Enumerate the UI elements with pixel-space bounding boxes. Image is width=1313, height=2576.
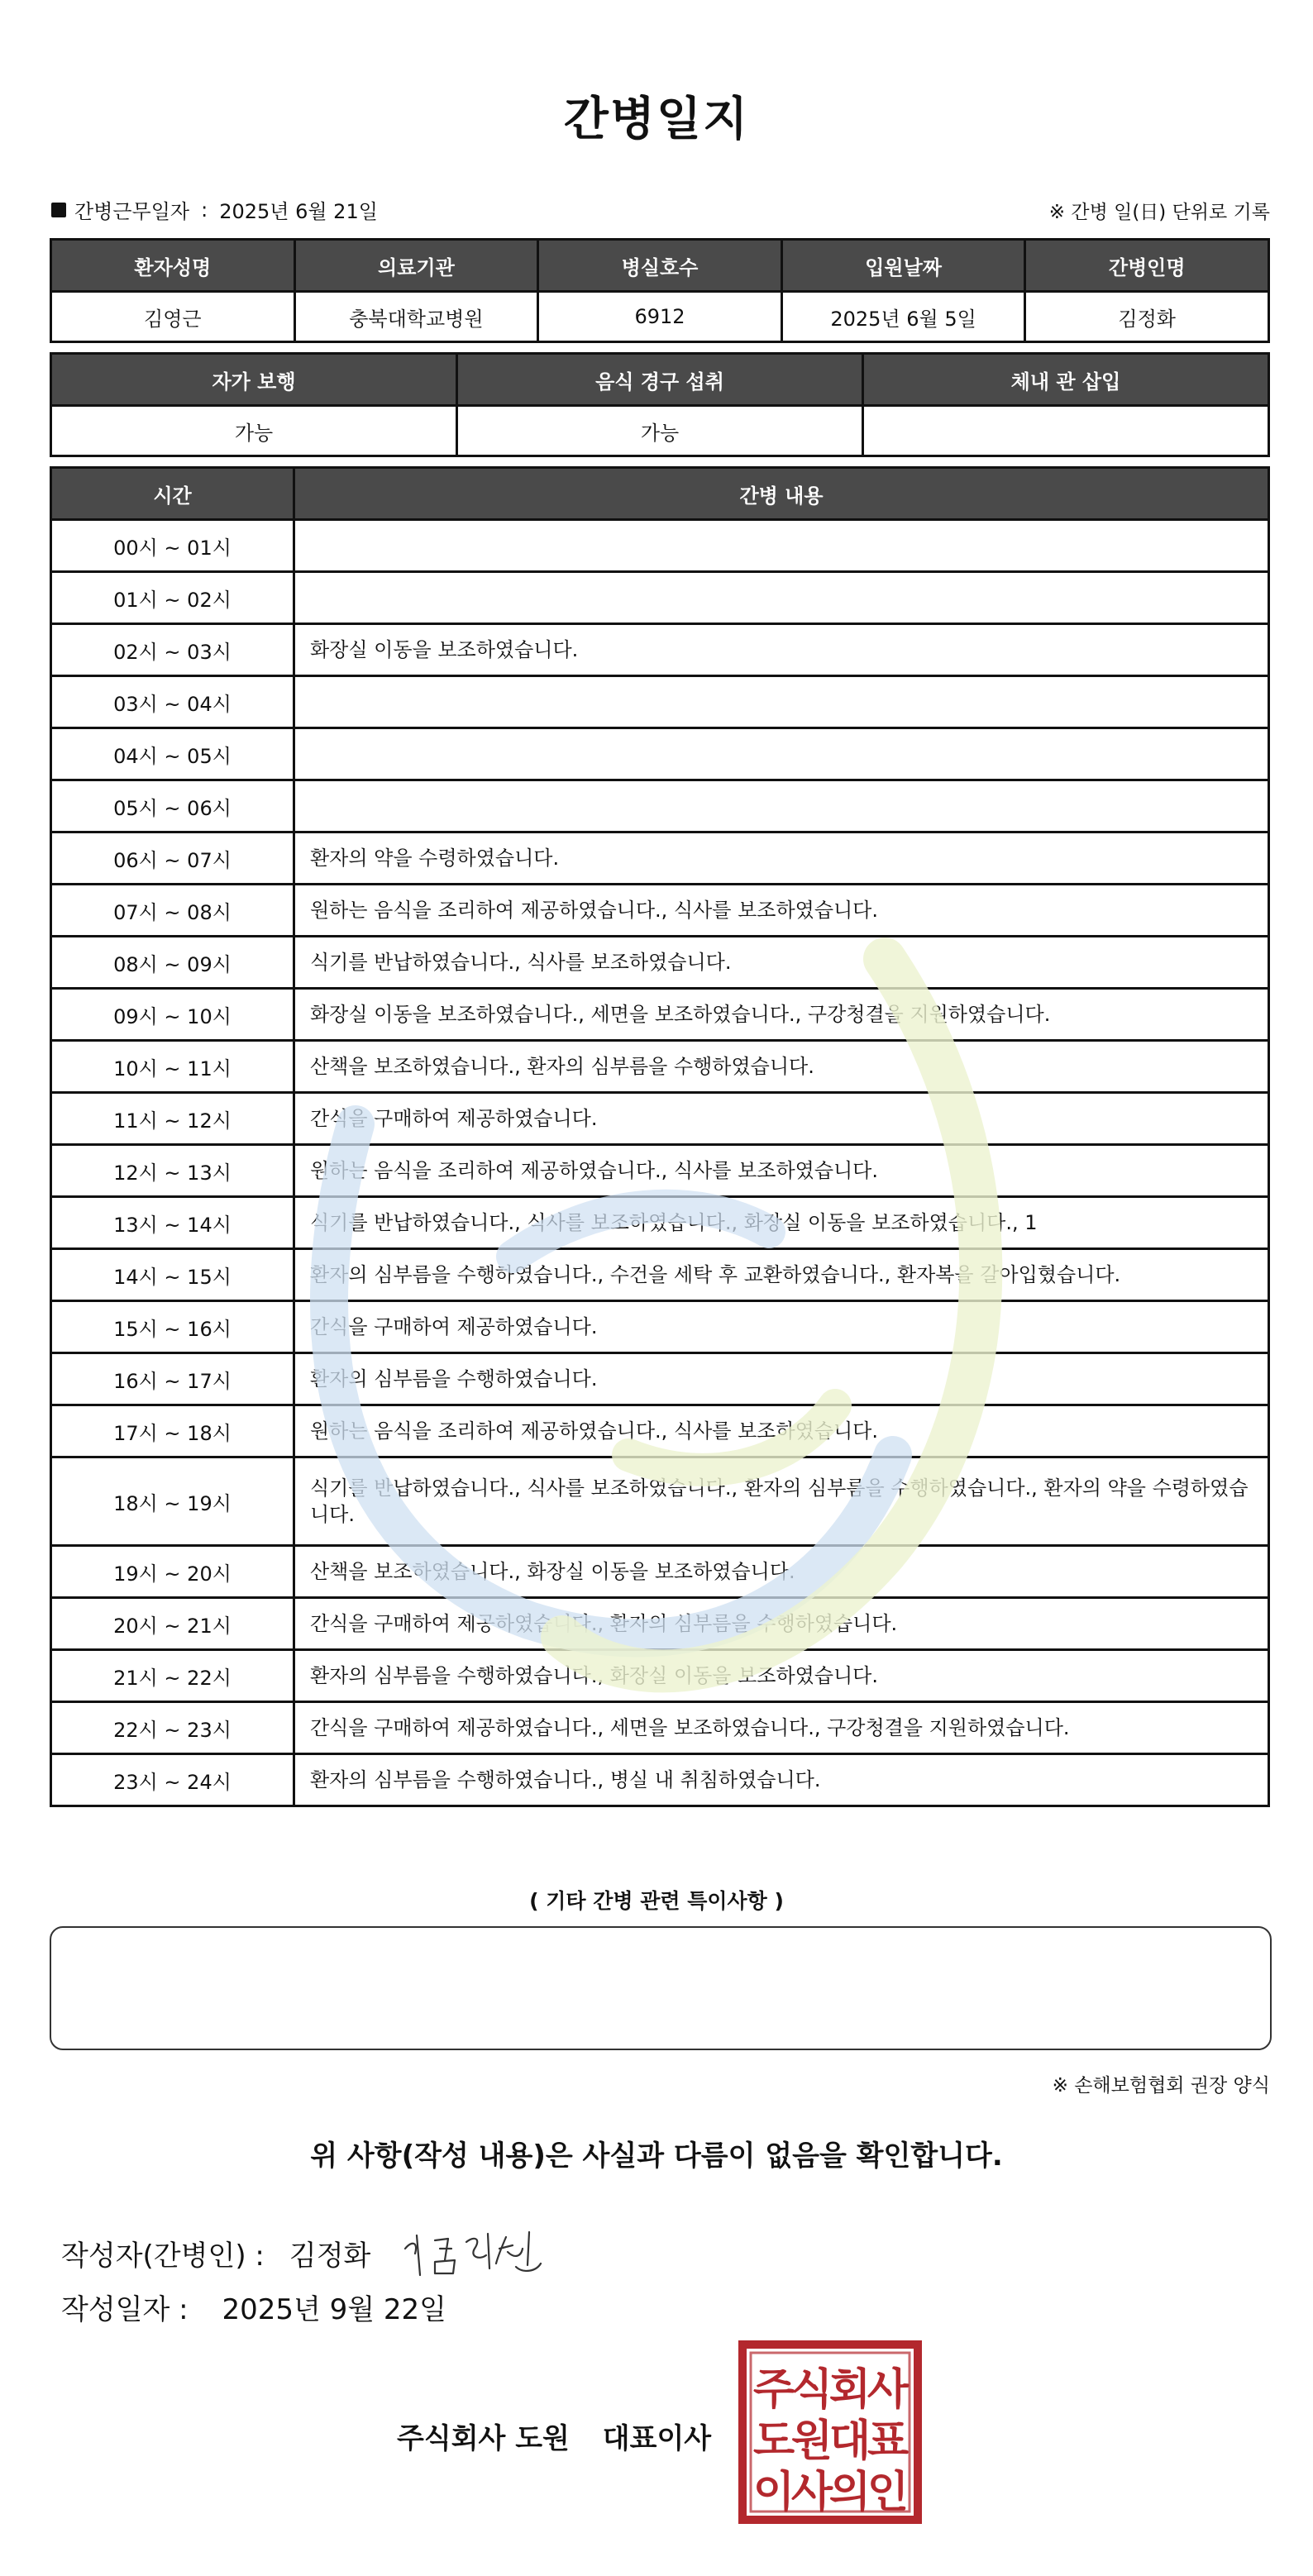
handwritten-signature (399, 2224, 556, 2282)
care-log-time: 22시 ~ 23시 (51, 1702, 294, 1754)
patient-status-header-row (51, 354, 1269, 406)
care-log-row (51, 1093, 1269, 1145)
header-patient-name: 환자성명 (51, 240, 295, 292)
care-log-row (51, 1546, 1269, 1598)
care-log-content: 원하는 음식을 조리하여 제공하였습니다., 식사를 보조하였습니다. (294, 1405, 1269, 1457)
care-log-content: 원하는 음식을 조리하여 제공하였습니다., 식사를 보조하였습니다. (294, 885, 1269, 937)
svg-text:도: 도 (752, 2416, 795, 2466)
patient-info-header-row (51, 240, 1269, 292)
care-log-row (51, 780, 1269, 832)
care-log-content: 간식을 구매하여 제공하였습니다., 환자의 심부름을 수행하였습니다. (294, 1598, 1269, 1650)
care-log-time: 18시 ~ 19시 (51, 1457, 294, 1546)
oral-intake: 가능 (457, 406, 863, 456)
care-log-time: 11시 ~ 12시 (51, 1093, 294, 1145)
care-log-content: 간식을 구매하여 제공하였습니다. (294, 1301, 1269, 1353)
admission-date: 2025년 6월 5일 (781, 292, 1025, 342)
notes-title: ( 기타 간병 관련 특이사항 ) (529, 1889, 784, 1913)
care-log-row (51, 989, 1269, 1041)
care-log-time: 04시 ~ 05시 (51, 728, 294, 780)
header-oral-intake: 음식 경구 섭취 (457, 354, 863, 406)
company-line (397, 2416, 711, 2456)
care-log-time: 01시 ~ 02시 (51, 572, 294, 624)
care-log-row (51, 728, 1269, 780)
svg-text:회: 회 (828, 2365, 871, 2415)
svg-text:대: 대 (828, 2416, 871, 2466)
written-date-label: 작성일자 : (61, 2293, 189, 2326)
header-self-walking: 자가 보행 (51, 354, 457, 406)
care-log-time: 08시 ~ 09시 (51, 937, 294, 989)
header-hospital: 의료기관 (294, 240, 538, 292)
care-log-row (51, 1405, 1269, 1457)
care-log-content (294, 520, 1269, 572)
care-log-content: 산책을 보조하였습니다., 환자의 심부름을 수행하였습니다. (294, 1041, 1269, 1093)
caregiver-name: 김정화 (1025, 292, 1269, 342)
care-log-content: 환자의 약을 수령하였습니다. (294, 832, 1269, 885)
self-walking: 가능 (51, 406, 457, 456)
svg-text:사: 사 (867, 2365, 910, 2415)
care-log-row (51, 1353, 1269, 1405)
svg-text:의: 의 (828, 2468, 871, 2517)
care-log-row (51, 885, 1269, 937)
care-log-time: 19시 ~ 20시 (51, 1546, 294, 1598)
care-log-time: 05시 ~ 06시 (51, 780, 294, 832)
care-log-row (51, 520, 1269, 572)
care-log-time: 15시 ~ 16시 (51, 1301, 294, 1353)
work-date-label: 간병근무일자 (74, 200, 190, 223)
care-log-content: 식기를 반납하였습니다., 식사를 보조하였습니다., 화장실 이동을 보조하였습니다., 1 (294, 1197, 1269, 1249)
care-log-content: 식기를 반납하였습니다., 식사를 보조하였습니다. (294, 937, 1269, 989)
work-date-separator: : (201, 198, 208, 222)
care-log-time: 13시 ~ 14시 (51, 1197, 294, 1249)
svg-text:인: 인 (867, 2468, 910, 2517)
care-log-time: 06시 ~ 07시 (51, 832, 294, 885)
care-log-table (50, 466, 1270, 1807)
daily-record-note: ※ 간병 일(日) 단위로 기록 (1048, 202, 1270, 223)
written-date-value: 2025년 9월 22일 (222, 2293, 447, 2326)
care-log-row (51, 624, 1269, 676)
form-source-note: ※ 손해보험협회 권장 양식 (1052, 2075, 1270, 2097)
care-log-body (51, 520, 1269, 1806)
care-log-content: 환자의 심부름을 수행하였습니다., 병실 내 취침하였습니다. (294, 1754, 1269, 1806)
patient-status-table (50, 352, 1270, 457)
svg-text:원: 원 (790, 2416, 833, 2466)
patient-status-value-row (51, 406, 1269, 456)
header-tube-insertion: 체내 관 삽입 (863, 354, 1269, 406)
care-log-row (51, 937, 1269, 989)
company-representative: 대표이사 (602, 2422, 712, 2455)
care-log-content (294, 780, 1269, 832)
company-seal-stamp (738, 2340, 923, 2525)
tube-insertion (863, 406, 1269, 456)
care-log-row (51, 1457, 1269, 1546)
care-log-time: 03시 ~ 04시 (51, 676, 294, 728)
care-log-content: 간식을 구매하여 제공하였습니다., 세면을 보조하였습니다., 구강청결을 지원하였습니다. (294, 1702, 1269, 1754)
care-log-time: 16시 ~ 17시 (51, 1353, 294, 1405)
care-log-row (51, 1702, 1269, 1754)
care-log-content: 화장실 이동을 보조하였습니다., 세면을 보조하였습니다., 구강청결을 지원하였습니다. (294, 989, 1269, 1041)
care-log-content: 환자의 심부름을 수행하였습니다. (294, 1353, 1269, 1405)
care-log-row (51, 1197, 1269, 1249)
care-log-row (51, 1650, 1269, 1702)
svg-text:주: 주 (752, 2365, 795, 2415)
care-log-header-row (51, 468, 1269, 520)
svg-text:표: 표 (867, 2416, 910, 2466)
writer-label: 작성자(간병인) : (61, 2239, 265, 2273)
patient-info-value-row (51, 292, 1269, 342)
header-care-content: 간병 내용 (294, 468, 1269, 520)
svg-text:이: 이 (752, 2468, 795, 2517)
written-date-line (61, 2287, 446, 2327)
care-log-row (51, 1301, 1269, 1353)
work-date (51, 195, 378, 224)
care-log-time: 12시 ~ 13시 (51, 1145, 294, 1197)
patient-info-table (50, 238, 1270, 343)
care-log-time: 02시 ~ 03시 (51, 624, 294, 676)
care-log-row (51, 1249, 1269, 1301)
care-log-time: 10시 ~ 11시 (51, 1041, 294, 1093)
company-name: 주식회사 도원 (397, 2422, 570, 2455)
care-log-time: 07시 ~ 08시 (51, 885, 294, 937)
care-log-content (294, 572, 1269, 624)
care-log-content (294, 676, 1269, 728)
svg-text:사: 사 (790, 2468, 833, 2517)
writer-name: 김정화 (289, 2239, 371, 2273)
care-log-row (51, 572, 1269, 624)
care-log-content: 환자의 심부름을 수행하였습니다., 수건을 세탁 후 교환하였습니다., 환자복을 갈아입혔습니다. (294, 1249, 1269, 1301)
care-log-row (51, 1754, 1269, 1806)
notes-box (50, 1926, 1272, 2050)
care-log-content: 원하는 음식을 조리하여 제공하였습니다., 식사를 보조하였습니다. (294, 1145, 1269, 1197)
bullet-square-icon (51, 203, 66, 217)
care-log-content: 산책을 보조하였습니다., 화장실 이동을 보조하였습니다. (294, 1546, 1269, 1598)
care-log-row (51, 1598, 1269, 1650)
care-log-row (51, 676, 1269, 728)
care-log-content (294, 728, 1269, 780)
care-log-row (51, 832, 1269, 885)
care-log-time: 09시 ~ 10시 (51, 989, 294, 1041)
header-admission-date: 입원날짜 (781, 240, 1025, 292)
care-log-row (51, 1145, 1269, 1197)
care-log-time: 21시 ~ 22시 (51, 1650, 294, 1702)
header-caregiver-name: 간병인명 (1025, 240, 1269, 292)
room-number: 6912 (538, 292, 782, 342)
care-log-time: 20시 ~ 21시 (51, 1598, 294, 1650)
care-log-content: 식기를 반납하였습니다., 식사를 보조하였습니다., 환자의 심부름을 수행하였습니다., 환자의 약을 수령하였습니다. (294, 1457, 1269, 1546)
confirmation-statement: 위 사항(작성 내용)은 사실과 다름이 없음을 확인합니다. (310, 2140, 1003, 2173)
work-date-value: 2025년 6월 21일 (219, 200, 378, 223)
header-room-number: 병실호수 (538, 240, 782, 292)
care-log-time: 14시 ~ 15시 (51, 1249, 294, 1301)
header-time: 시간 (51, 468, 294, 520)
patient-name: 김영근 (51, 292, 295, 342)
care-log-time: 23시 ~ 24시 (51, 1754, 294, 1806)
hospital: 충북대학교병원 (294, 292, 538, 342)
care-log-content: 간식을 구매하여 제공하였습니다. (294, 1093, 1269, 1145)
care-log-time: 00시 ~ 01시 (51, 520, 294, 572)
care-log-row (51, 1041, 1269, 1093)
care-log-content: 화장실 이동을 보조하였습니다. (294, 624, 1269, 676)
care-log-content: 환자의 심부름을 수행하였습니다., 화장실 이동을 보조하였습니다. (294, 1650, 1269, 1702)
care-log-time: 17시 ~ 18시 (51, 1405, 294, 1457)
writer-line (61, 2224, 556, 2282)
document-title: 간병일지 (563, 93, 750, 146)
svg-text:식: 식 (790, 2365, 833, 2415)
